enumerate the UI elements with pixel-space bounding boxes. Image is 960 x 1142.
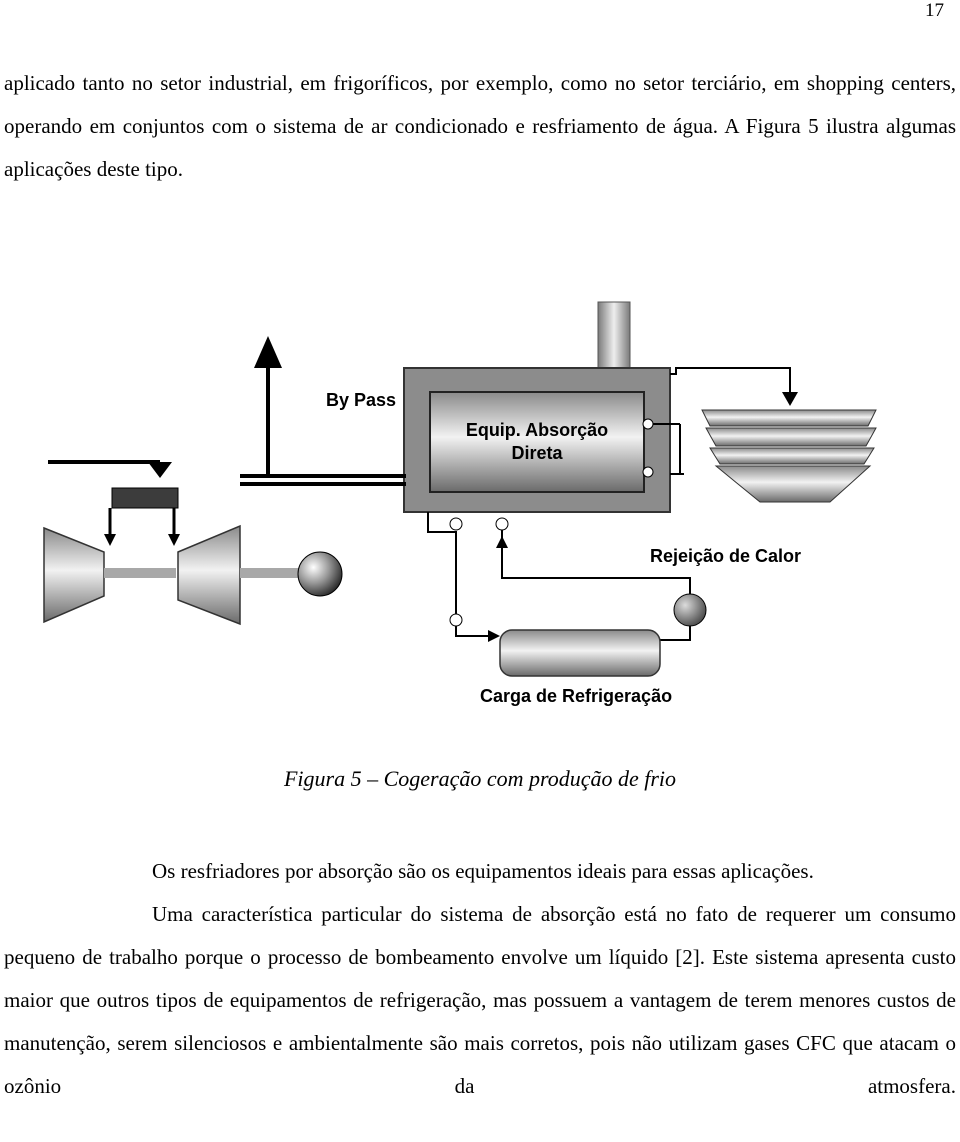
heat-rejection-label: Rejeição de Calor — [650, 546, 802, 566]
paragraph-2: Os resfriadores por absorção são os equipamentos ideais para essas aplicações. — [152, 859, 814, 883]
chimney — [598, 302, 630, 370]
equip-label-line2: Direta — [511, 443, 563, 463]
refrigeration-load-label: Carga de Refrigeração — [480, 686, 673, 706]
refrigeration-load-vessel — [500, 630, 660, 676]
cogeneration-figure — [30, 296, 890, 716]
cooling-tower — [702, 410, 876, 502]
fuel-arrow-icon — [148, 462, 172, 478]
exhaust-arrow-icon — [254, 336, 282, 368]
pump-icon — [674, 594, 706, 626]
paragraph-3: Uma característica particular do sistema de absorção está no fato de requerer um consumo pequeno de trabalho porque o processo de bombeamento envolve um líquido [2]. Este sistema apresenta custo maior que outros tipos de equipamentos de refrigeração, mas possuem a vantagem de terem menores custos de manutenção, serem silenciosos e ambientalmente são mais corretos, pois não utilizam gases CFC que atacam o ozônio da atmosfera. — [4, 902, 956, 1098]
intro-paragraph: aplicado tanto no setor industrial, em frigoríficos, por exemplo, como no setor terciário, em shopping centers, operando em conjuntos com o sistema de ar condicionado e resfriamento de água. A Figura 5 ilustra algumas aplicações deste tipo. — [4, 71, 956, 181]
turbine — [178, 526, 240, 624]
combustor — [112, 488, 178, 508]
figure-caption: Figura 5 – Cogeração com produção de frio — [283, 766, 677, 791]
equip-label-line1: Equip. Absorção — [465, 420, 609, 440]
generator — [298, 552, 342, 596]
compressor — [44, 528, 104, 622]
bypass-label: By Pass — [326, 390, 397, 410]
page-number: 17 — [925, 0, 944, 21]
